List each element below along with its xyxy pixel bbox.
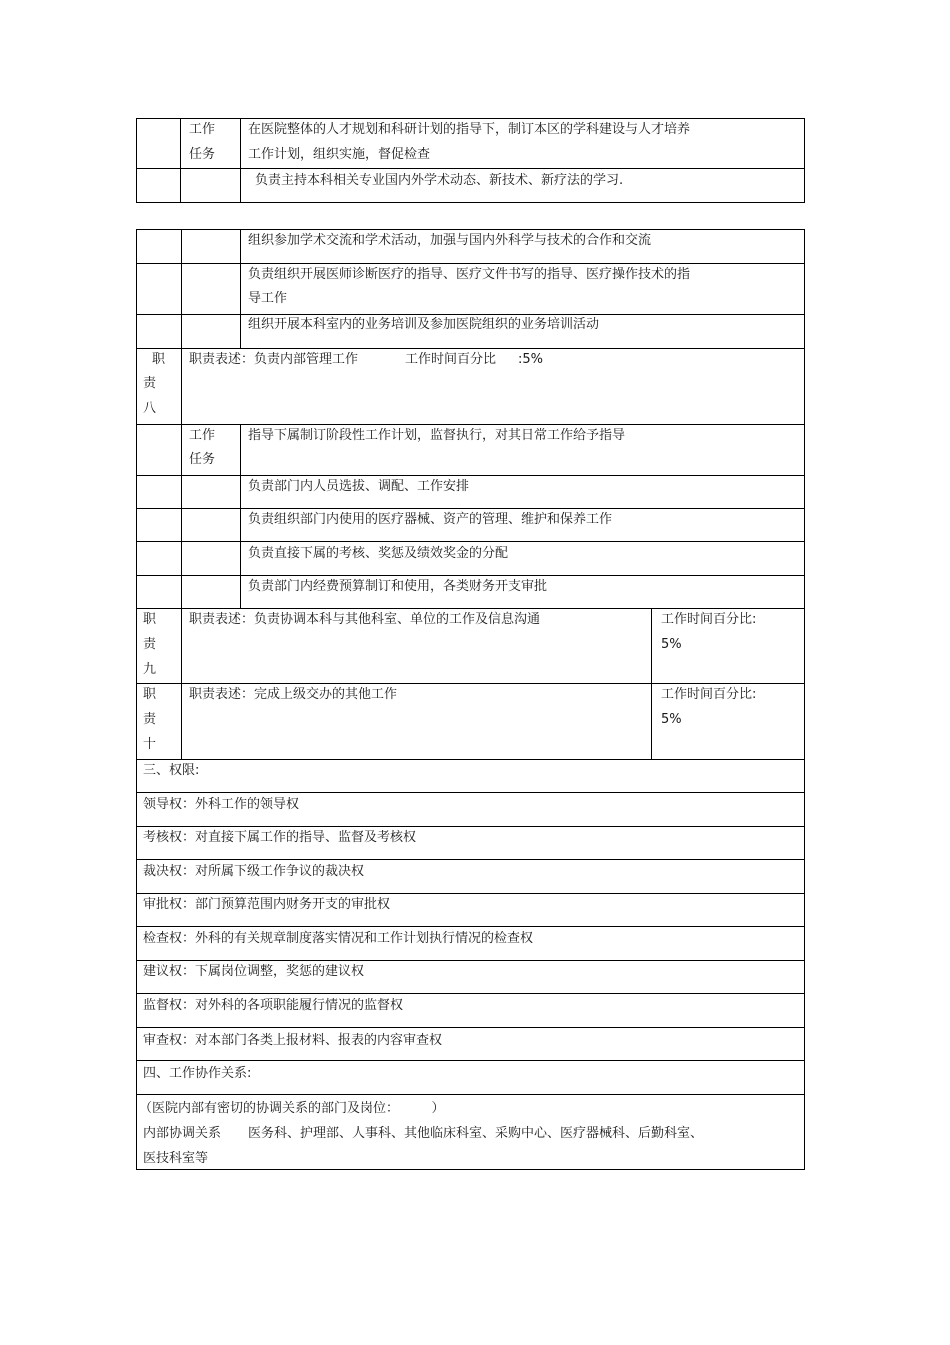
internal-coordination-label: 内部协调关系 [143, 1126, 222, 1141]
authority-item: 建议权：下属岗位调整，奖惩的建议权 [143, 964, 365, 979]
duty9-time-value: 5% [661, 637, 682, 652]
task-row-text: 组织开展本科室内的业务培训及参加医院组织的业务培训活动 [248, 317, 600, 332]
duty9-time-label: 工作时间百分比: [661, 612, 757, 627]
authority-item: 审批权：部门预算范围内财务开支的审批权 [143, 897, 391, 912]
table-top-col-divider-1 [180, 118, 181, 203]
task-row-text: 导工作 [248, 291, 288, 306]
duty10-label-char: 职 [143, 687, 157, 702]
authority-item: 领导权：外科工作的领导权 [143, 797, 300, 812]
duty9-label-char: 职 [143, 612, 157, 627]
cooperation-note: （医院内部有密切的协调关系的部门及岗位： ） [139, 1101, 445, 1116]
task-content-row2: 负责主持本科相关专业国内外学术动态、新技术、新疗法的学习. [255, 173, 624, 188]
authority-item: 检查权：外科的有关规章制度落实情况和工作计划执行情况的检查权 [143, 931, 534, 946]
task-content-line2: 工作计划，组织实施，督促检查 [248, 147, 431, 162]
duty8-description: 职责表述：负责内部管理工作 [189, 352, 359, 367]
duty8-task: 负责部门内经费预算制订和使用，各类财务开支审批 [248, 579, 548, 594]
col-divider-1 [181, 229, 182, 759]
col-divider-time [651, 608, 652, 759]
task-row-text: 负责组织开展医师诊断医疗的指导、医疗文件书写的指导、医疗操作技术的指 [248, 267, 691, 282]
duty9-label-char: 责 [143, 637, 157, 652]
task-label-line2: 任务 [189, 147, 216, 162]
duty10-time-label: 工作时间百分比: [661, 687, 757, 702]
duty9-description: 职责表述：负责协调本科与其他科室、单位的工作及信息沟通 [189, 612, 541, 627]
duty8-task: 负责组织部门内使用的医疗器械、资产的管理、维护和保养工作 [248, 512, 613, 527]
col-divider-2 [240, 229, 241, 348]
authority-heading: 三、权限: [143, 763, 200, 778]
cooperation-heading: 四、工作协作关系: [143, 1066, 252, 1081]
row-divider [136, 1094, 805, 1095]
duty9-label-char: 九 [143, 662, 157, 677]
authority-item: 考核权：对直接下属工作的指导、监督及考核权 [143, 830, 417, 845]
duty8-label-char: 八 [143, 401, 157, 416]
row-divider [136, 475, 805, 476]
authority-item: 审查权：对本部门各类上报材料、报表的内容审查权 [143, 1033, 443, 1048]
duty8-label-char: 职 [152, 352, 166, 367]
duty8-task: 负责直接下属的考核、奖惩及绩效奖金的分配 [248, 546, 509, 561]
task-content-line1: 在医院整体的人才规划和科研计划的指导下，制订本区的学科建设与人才培养 [248, 122, 691, 137]
internal-coordination-list-line1: 医务科、护理部、人事科、其他临床科室、采购中心、医疗器械科、后勤科室、 [248, 1126, 704, 1141]
row-divider [136, 759, 805, 760]
duty10-label-char: 责 [143, 712, 157, 727]
duty8-label-char: 责 [143, 376, 157, 391]
duty10-description: 职责表述：完成上级交办的其他工作 [189, 687, 398, 702]
duty8-task: 指导下属制订阶段性工作计划，监督执行，对其日常工作给予指导 [248, 428, 626, 443]
duty8-task-label-line2: 任务 [189, 452, 216, 467]
authority-item: 裁决权：对所属下级工作争议的裁决权 [143, 864, 365, 879]
task-label-line1: 工作 [189, 122, 216, 137]
duty8-task: 负责部门内人员选拔、调配、工作安排 [248, 479, 470, 494]
table-top-col-divider-2 [240, 118, 241, 203]
duty10-label-char: 十 [143, 737, 157, 752]
task-row-text: 组织参加学术交流和学术活动，加强与国内外科学与技术的合作和交流 [248, 233, 652, 248]
internal-coordination-list-line2: 医技科室等 [143, 1151, 209, 1166]
duty8-time-value: :5% [518, 352, 544, 367]
duty8-task-label-line1: 工作 [189, 428, 216, 443]
authority-item: 监督权：对外科的各项职能履行情况的监督权 [143, 998, 404, 1013]
duty8-time-label: 工作时间百分比 [405, 352, 497, 367]
duty10-time-value: 5% [661, 712, 682, 727]
col-divider-2 [240, 424, 241, 608]
